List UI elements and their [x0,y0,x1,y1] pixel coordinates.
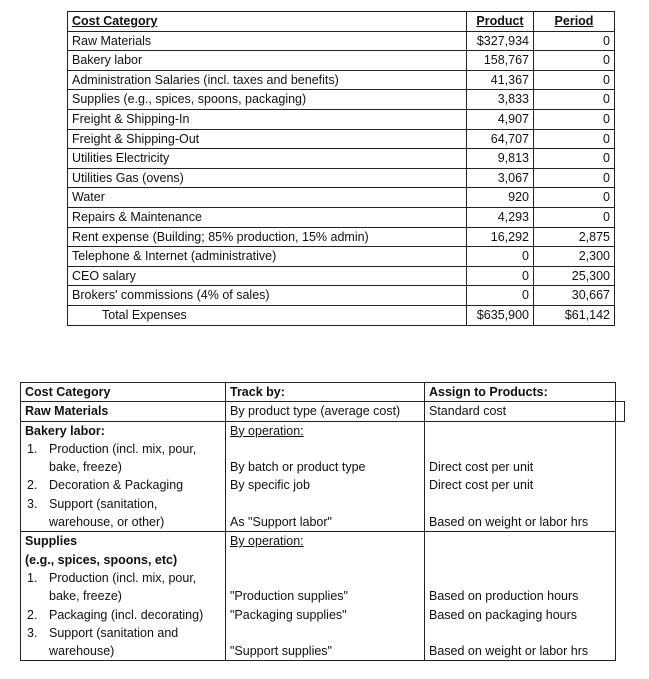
header-cost-category: Cost Category [68,12,467,32]
total-product: $635,900 [467,305,534,325]
row-category: Freight & Shipping-In [68,109,467,129]
row-product: 9,813 [467,149,534,169]
header-product: Product [467,12,534,32]
supplies-assign: Based on production hours Based on packaging hours Based on weight or labor hrs [425,532,616,661]
table-row [68,227,615,247]
table-row [68,51,615,71]
row-product: 0 [467,286,534,306]
table-row [68,31,615,51]
row-product: 4,907 [467,109,534,129]
row-product: 0 [467,266,534,286]
supplies-item: 1. Production (incl. mix, pour, bake, freeze) [27,570,197,604]
table-row [68,188,615,208]
row-period: 0 [534,109,615,129]
row-product: 41,367 [467,70,534,90]
tracking-table [20,382,625,661]
raw-materials-row [21,402,625,421]
supplies-cell: Supplies (e.g., spices, spoons, etc) 1. Production (incl. mix, pour, bake, freeze) 2. Packaging (incl. decorating) 3. Support (sanitation and warehouse) [21,532,226,661]
bakery-labor-cell [21,421,226,532]
row-category: Administration Salaries (incl. taxes and benefits) [68,70,467,90]
row-period: 0 [534,90,615,110]
header-period: Period [534,12,615,32]
row-category: Telephone & Internet (administrative) [68,247,467,267]
row-category: Water [68,188,467,208]
row-product: 0 [467,247,534,267]
bakery-labor-track: By operation: By batch or product type By specific job As "Support labor" [226,421,425,532]
row-period: 0 [534,168,615,188]
row-product: $327,934 [467,31,534,51]
table-row [68,129,615,149]
labor-item: 3. Support (sanitation, warehouse, or other) [27,496,165,530]
row-category: Supplies (e.g., spices, spoons, packaging) [68,90,467,110]
supplies-item: 2. Packaging (incl. decorating) [27,607,204,622]
table-row [68,149,615,169]
supplies-row [21,532,625,661]
supplies-item: 3. Support (sanitation and warehouse) [27,625,179,659]
bakery-labor-assign: Direct cost per unit Direct cost per unit Based on weight or labor hrs [425,421,616,532]
row-period: 30,667 [534,286,615,306]
supplies-track: By operation: "Production supplies" "Packaging supplies" "Support supplies" [226,532,425,661]
row-category: Rent expense (Building; 85% production, 15% admin) [68,227,467,247]
row-category: Freight & Shipping-Out [68,129,467,149]
cost-table-header [68,12,615,32]
row-period: 0 [534,207,615,227]
row-product: 3,067 [467,168,534,188]
row-product: 158,767 [467,51,534,71]
row-product: 3,833 [467,90,534,110]
raw-materials-track: By product type (average cost) [226,402,425,421]
row-period: 2,875 [534,227,615,247]
header-assign: Assign to Products: [425,383,616,402]
table-row [68,286,615,306]
table-row [68,207,615,227]
table-row [68,109,615,129]
row-period: 0 [534,129,615,149]
total-label: Total Expenses [68,305,467,325]
row-category: Raw Materials [68,31,467,51]
cost-table [67,11,615,326]
row-category: Repairs & Maintenance [68,207,467,227]
row-category: Bakery labor [68,51,467,71]
row-category: CEO salary [68,266,467,286]
table-row [68,168,615,188]
row-period: 0 [534,188,615,208]
row-period: 0 [534,149,615,169]
header-cost-category: Cost Category [21,383,226,402]
row-product: 4,293 [467,207,534,227]
table-row [68,247,615,267]
row-product: 16,292 [467,227,534,247]
raw-materials-label: Raw Materials [21,402,226,421]
row-period: 0 [534,31,615,51]
total-period: $61,142 [534,305,615,325]
raw-materials-assign: Standard cost [425,402,616,421]
row-period: 2,300 [534,247,615,267]
row-category: Utilities Gas (ovens) [68,168,467,188]
table-row [68,90,615,110]
row-period: 25,300 [534,266,615,286]
table-row [68,266,615,286]
bakery-labor-row [21,421,625,532]
row-product: 920 [467,188,534,208]
bakery-labor-title: Bakery labor: [25,423,105,438]
row-category: Utilities Electricity [68,149,467,169]
total-row [68,305,615,325]
labor-item: 2. Decoration & Packaging [27,478,184,493]
clipped-text-remnant [100,0,420,4]
table-row [68,70,615,90]
header-track-by: Track by: [226,383,425,402]
row-product: 64,707 [467,129,534,149]
row-period: 0 [534,70,615,90]
tracking-table-header [21,383,625,402]
row-category: Brokers' commissions (4% of sales) [68,286,467,306]
labor-item: 1. Production (incl. mix, pour, bake, freeze) [27,441,197,475]
row-period: 0 [534,51,615,71]
